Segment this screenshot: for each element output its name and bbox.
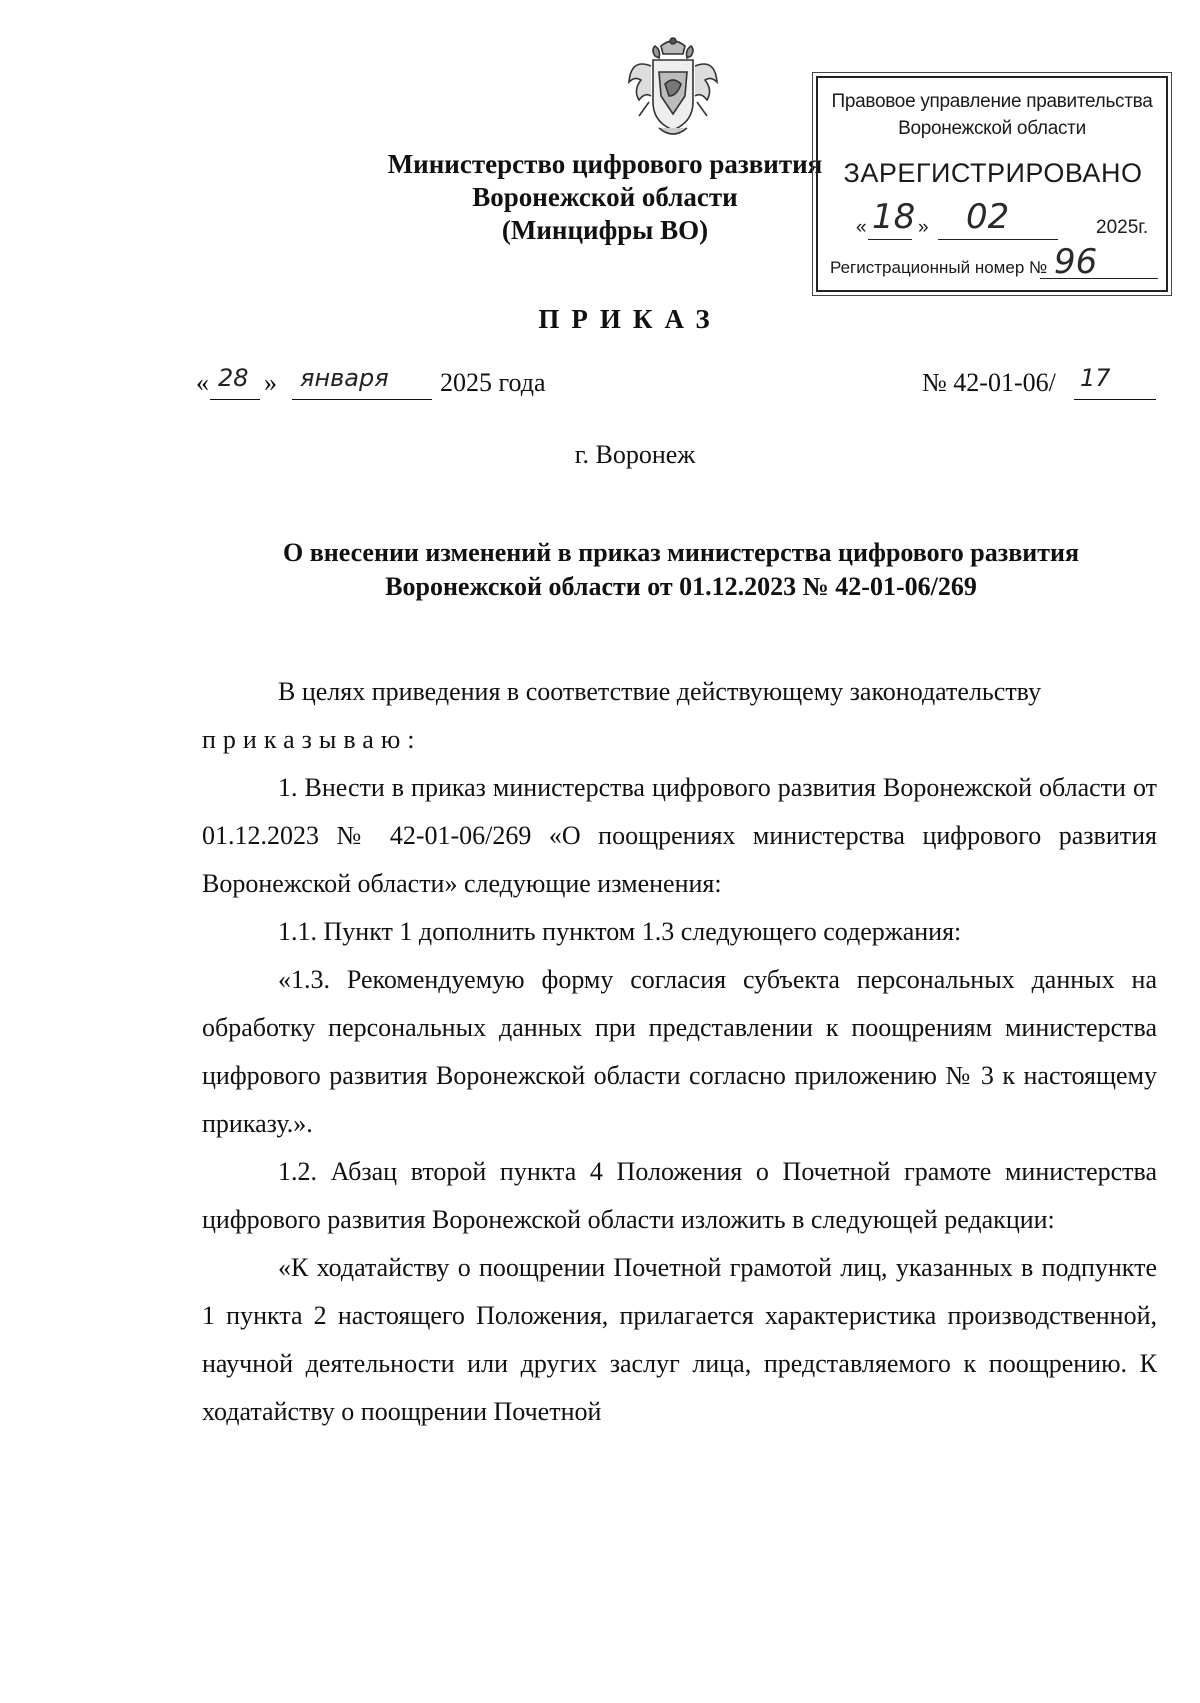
ministry-region: Воронежской области (472, 182, 738, 212)
order-year: 2025 года (440, 368, 546, 397)
order-day-underline (210, 399, 260, 400)
order-number-prefix: № 42-01-06/ (922, 368, 1056, 397)
order-month-underline (292, 399, 432, 400)
stamp-title: ЗАРЕГИСТРИРОВАНО (843, 158, 1143, 188)
paragraph-item-1-1: 1.1. Пункт 1 дополнить пунктом 1.3 следующего содержания: (278, 917, 962, 946)
order-number-handwritten: 17 (1080, 364, 1111, 392)
ministry-header (380, 148, 830, 247)
order-quote-open: « (196, 368, 209, 397)
stamp-org-line1: Правовое управление правительства (831, 91, 1153, 112)
stamp-organization (818, 88, 1166, 142)
registration-stamp (816, 76, 1168, 292)
voronezh-coat-of-arms-icon (625, 36, 721, 144)
stamp-org-line2: Воронежской области (898, 118, 1086, 139)
stamp-regno-label: Регистрационный номер № (830, 258, 1048, 277)
ministry-abbreviation: (Минцифры ВО) (501, 215, 709, 245)
order-day-handwritten: 28 (218, 364, 249, 392)
paragraph-new-wording: «К ходатайству о поощрении Почетной грамотой лиц, указанных в подпункте 1 пункта 2 настоящего Положения, прилагается характеристика производственной, научной деятельности или других заслуг лица, представляемого к поощрению. К ходатайству о поощрении Почетной (202, 1253, 1157, 1426)
stamp-quote-open: « (856, 217, 867, 238)
order-subject (196, 536, 1166, 604)
paragraph-item-1-3-quote: «1.3. Рекомендуемую форму согласия субъекта персональных данных на обработку персональных данных при представлении к поощрениям министерства цифрового развития Воронежской области согласно приложению № 3 к настоящему приказу.». (202, 965, 1157, 1138)
order-quote-close: » (264, 368, 277, 397)
order-month-handwritten: января (300, 364, 389, 392)
order-city: г. Воронеж (574, 440, 696, 469)
stamp-day-underline (868, 239, 912, 240)
stamp-month-handwritten: 02 (966, 197, 1010, 237)
paragraph-item-1: 1. Внести в приказ министерства цифрового развития Воронежской области от 01.12.2023 № 42-01-06/269 «О поощрениях министерства цифрового развития Воронежской области» следующие изменения: (202, 773, 1157, 898)
paragraph-item-1-2: 1.2. Абзац второй пункта 4 Положения о Почетной грамоте министерства цифрового развития Воронежской области изложить в следующей редакции: (202, 1157, 1157, 1234)
ministry-name: Министерство цифрового развития (387, 149, 823, 179)
order-body (202, 668, 1157, 1436)
order-number-underline (1074, 399, 1156, 400)
paragraph-purpose: В целях приведения в соответствие действующему законодательству (278, 677, 1042, 706)
paragraph-order-verb: приказываю: (202, 725, 422, 754)
stamp-day-handwritten: 18 (872, 197, 916, 237)
stamp-year: 2025г. (1096, 217, 1149, 238)
order-date-line (196, 364, 1156, 408)
stamp-month-underline (938, 239, 1058, 240)
stamp-regno-handwritten: 96 (1054, 242, 1098, 282)
stamp-quote-close: » (918, 217, 929, 238)
subject-line2: Воронежской области от 01.12.2023 № 42-01-06/269 (385, 572, 977, 601)
subject-line1: О внесении изменений в приказ министерства цифрового развития (282, 538, 1080, 567)
order-title: ПРИКАЗ (538, 304, 722, 334)
stamp-registration-number (830, 242, 1160, 282)
stamp-date (856, 197, 1156, 245)
